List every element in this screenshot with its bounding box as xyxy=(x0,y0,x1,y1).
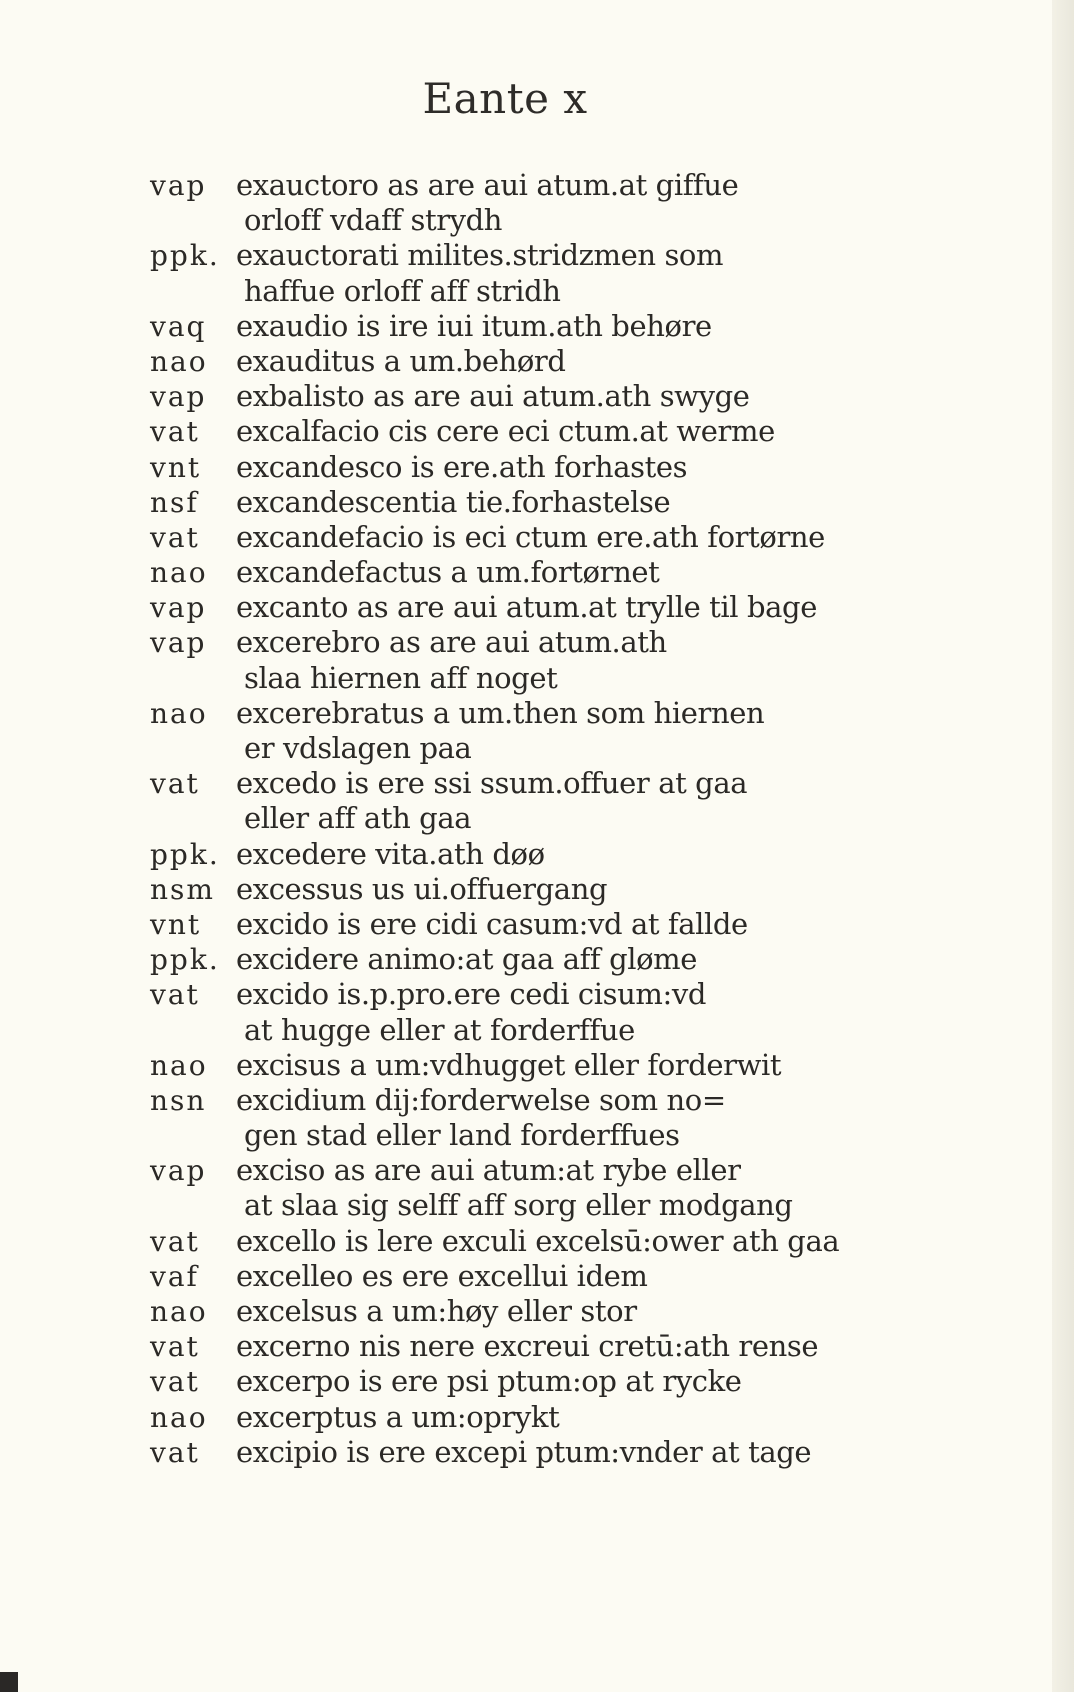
entry-line xyxy=(150,625,990,660)
entry-text: er vdslagen paa xyxy=(244,731,472,765)
entry-code: vap xyxy=(150,626,207,660)
entry-text: excandefacio is eci ctum ere.ath fortørne xyxy=(236,519,825,554)
entry-line xyxy=(150,379,990,414)
entry-line xyxy=(150,907,990,942)
entry-line xyxy=(150,414,990,449)
entry-code: vnt xyxy=(150,907,202,941)
corner-mark xyxy=(0,1672,18,1692)
entry-code: ppk. xyxy=(150,837,220,871)
entry-text: excandesco is ere.ath forhastes xyxy=(236,449,688,484)
dictionary-entries xyxy=(150,168,990,1470)
entry-text: at slaa sig selff aff sorg eller modgang xyxy=(244,1188,793,1223)
entry-continuation xyxy=(150,1188,990,1223)
entry-line xyxy=(150,1153,990,1188)
entry-line xyxy=(150,837,990,872)
entry-text: excerno nis nere excreui cretū:ath rense xyxy=(236,1329,819,1364)
entry-continuation xyxy=(150,1013,990,1048)
entry-continuation xyxy=(150,1118,990,1153)
entry-text: haffue orloff aff stridh xyxy=(244,273,561,308)
entry-text: excerpo is ere psi ptum:op at rycke xyxy=(236,1364,742,1399)
entry-text: excelleo es ere excellui idem xyxy=(236,1258,648,1293)
entry-line xyxy=(150,1083,990,1118)
entry-text: excedo is ere ssi ssum.offuer at gaa xyxy=(236,766,748,801)
entry-code: vat xyxy=(150,1224,200,1258)
entry-code: nsn xyxy=(150,1083,207,1117)
entry-line xyxy=(150,872,990,907)
entry-code: vat xyxy=(150,1365,200,1399)
entry-text: excalfacio cis cere eci ctum.at werme xyxy=(236,414,775,449)
entry-line xyxy=(150,168,990,203)
entry-line xyxy=(150,1294,990,1329)
entry-text: excido is.p.pro.ere cedi cisum:vd xyxy=(236,977,706,1012)
entry-line xyxy=(150,344,990,379)
entry-line xyxy=(150,238,990,273)
entry-text: gen stad eller land forderffues xyxy=(244,1118,680,1153)
entry-line xyxy=(150,977,990,1012)
entry-line xyxy=(150,590,990,625)
entry-text: excido is ere cidi casum:vd at fallde xyxy=(236,906,748,941)
entry-line xyxy=(150,555,990,590)
entry-code: nao xyxy=(150,1400,208,1434)
entry-line xyxy=(150,1400,990,1435)
entry-continuation xyxy=(150,661,990,696)
entry-text: excessus us ui.offuergang xyxy=(236,871,608,906)
entry-line xyxy=(150,1259,990,1294)
entry-code: vaq xyxy=(150,309,207,343)
entry-line xyxy=(150,942,990,977)
entry-text: excedere vita.ath døø xyxy=(236,836,545,871)
entry-text: orloff vdaff strydh xyxy=(244,203,503,238)
entry-continuation xyxy=(150,203,990,238)
entry-code: vap xyxy=(150,380,207,414)
entry-line xyxy=(150,309,990,344)
entry-code: vaf xyxy=(150,1259,199,1293)
entry-line xyxy=(150,1364,990,1399)
entry-text: excelsus a um:høy eller stor xyxy=(236,1294,637,1328)
entry-code: vat xyxy=(150,767,200,801)
entry-text: slaa hiernen aff noget xyxy=(244,660,558,695)
entry-text: exauctorati milites.stridzmen som xyxy=(236,238,724,273)
entry-text: exciso as are aui atum:at rybe eller xyxy=(236,1153,741,1188)
entry-code: vap xyxy=(150,169,207,202)
entry-code: nao xyxy=(150,1295,208,1328)
entry-line xyxy=(150,1224,990,1259)
entry-continuation xyxy=(150,731,990,766)
entry-line xyxy=(150,1435,990,1470)
entry-text: excerptus a um:oprykt xyxy=(236,1399,560,1434)
entry-code: vat xyxy=(150,978,200,1012)
entry-code: ppk. xyxy=(150,943,220,977)
entry-code: vap xyxy=(150,591,207,625)
entry-text: excandescentia tie.forhastelse xyxy=(236,484,671,519)
entry-code: ppk. xyxy=(150,239,220,273)
entry-code: vnt xyxy=(150,450,202,484)
entry-code: nsf xyxy=(150,485,199,519)
entry-text: excipio is ere excepi ptum:vnder at tage xyxy=(236,1434,812,1469)
entry-text: exaudio is ire iui itum.ath behøre xyxy=(236,308,712,343)
entry-text: at hugge eller at forderffue xyxy=(244,1012,635,1047)
entry-code: vat xyxy=(150,1330,200,1364)
entry-line xyxy=(150,1329,990,1364)
entry-line xyxy=(150,450,990,485)
entry-continuation xyxy=(150,274,990,309)
entry-code: nao xyxy=(150,556,208,590)
entry-text: excidium dij:forderwelse som no= xyxy=(236,1082,726,1117)
entry-code: nao xyxy=(150,696,208,730)
entry-code: vat xyxy=(150,520,200,554)
entry-text: excandefactus a um.fortørnet xyxy=(236,555,660,590)
entry-continuation xyxy=(150,801,990,836)
entry-code: vat xyxy=(150,1435,200,1469)
page-edge-shadow xyxy=(1052,0,1074,1692)
entry-text: exbalisto as are aui atum.ath swyge xyxy=(236,379,750,414)
entry-code: nao xyxy=(150,344,208,378)
page-header: Eante x xyxy=(422,74,588,123)
entry-line xyxy=(150,766,990,801)
entry-code: vap xyxy=(150,1154,207,1188)
entry-code: nsm xyxy=(150,872,215,906)
entry-line xyxy=(150,485,990,520)
entry-text: exauctoro as are aui atum.at giffue xyxy=(236,168,739,202)
entry-text: excanto as are aui atum.at trylle til bage xyxy=(236,590,817,625)
entry-text: excello is lere exculi excelsū:ower ath gaa xyxy=(236,1223,840,1258)
entry-line xyxy=(150,696,990,731)
entry-text: excerebratus a um.then som hiernen xyxy=(236,695,765,730)
entry-text: excerebro as are aui atum.ath xyxy=(236,625,667,660)
entry-code: nao xyxy=(150,1048,208,1082)
entry-text: eller aff ath gaa xyxy=(244,801,472,836)
entry-text: excidere animo:at gaa aff gløme xyxy=(236,942,698,977)
entry-line xyxy=(150,520,990,555)
entry-line xyxy=(150,1048,990,1083)
entry-text: exauditus a um.behørd xyxy=(236,343,566,378)
entry-text: excisus a um:vdhugget eller forderwit xyxy=(236,1047,782,1082)
entry-code: vat xyxy=(150,415,200,449)
